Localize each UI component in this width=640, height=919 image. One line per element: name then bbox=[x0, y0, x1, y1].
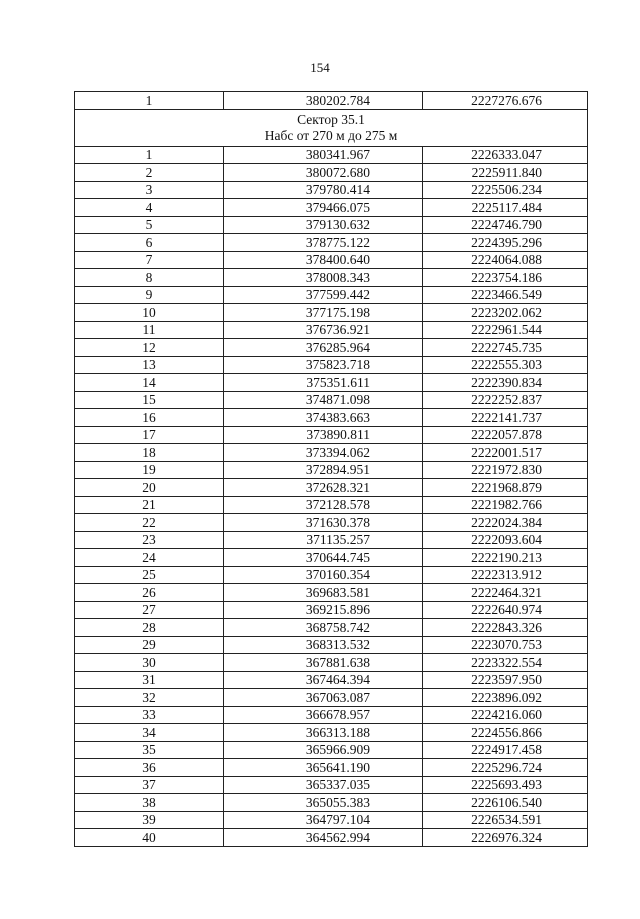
x-coordinate-cell: 380072.680 bbox=[224, 164, 423, 182]
y-coordinate-cell: 2222961.544 bbox=[423, 321, 588, 339]
point-number-cell: 9 bbox=[75, 286, 224, 304]
x-coordinate-cell: 376736.921 bbox=[224, 321, 423, 339]
x-coordinate-cell: 366678.957 bbox=[224, 706, 423, 724]
sector-header-cell bbox=[75, 109, 588, 146]
table-row bbox=[75, 794, 588, 812]
x-coordinate-cell: 372128.578 bbox=[224, 496, 423, 514]
table-row bbox=[75, 199, 588, 217]
point-number-cell: 12 bbox=[75, 339, 224, 357]
table-row bbox=[75, 811, 588, 829]
point-number-cell: 7 bbox=[75, 251, 224, 269]
point-number-cell: 18 bbox=[75, 444, 224, 462]
x-coordinate-cell: 380202.784 bbox=[224, 92, 423, 110]
sector-title: Сектор 35.1 bbox=[297, 111, 365, 127]
table-row bbox=[75, 496, 588, 514]
point-number-cell: 8 bbox=[75, 269, 224, 287]
x-coordinate-cell: 379780.414 bbox=[224, 181, 423, 199]
x-coordinate-cell: 377175.198 bbox=[224, 304, 423, 322]
table-row bbox=[75, 619, 588, 637]
y-coordinate-cell: 2221972.830 bbox=[423, 461, 588, 479]
x-coordinate-cell: 374383.663 bbox=[224, 409, 423, 427]
y-coordinate-cell: 2222843.326 bbox=[423, 619, 588, 637]
table-row bbox=[75, 304, 588, 322]
x-coordinate-cell: 375823.718 bbox=[224, 356, 423, 374]
sector-subtitle: Набс от 270 м до 275 м bbox=[264, 127, 398, 143]
y-coordinate-cell: 2222252.837 bbox=[423, 391, 588, 409]
table-row bbox=[75, 286, 588, 304]
point-number-cell: 36 bbox=[75, 759, 224, 777]
point-number-cell: 40 bbox=[75, 829, 224, 847]
y-coordinate-cell: 2225693.493 bbox=[423, 776, 588, 794]
point-number-cell: 38 bbox=[75, 794, 224, 812]
x-coordinate-cell: 374871.098 bbox=[224, 391, 423, 409]
x-coordinate-cell: 378008.343 bbox=[224, 269, 423, 287]
table-row bbox=[75, 444, 588, 462]
y-coordinate-cell: 2222313.912 bbox=[423, 566, 588, 584]
y-coordinate-cell: 2222464.321 bbox=[423, 584, 588, 602]
point-number-cell: 29 bbox=[75, 636, 224, 654]
x-coordinate-cell: 369683.581 bbox=[224, 584, 423, 602]
y-coordinate-cell: 2221968.879 bbox=[423, 479, 588, 497]
table-row bbox=[75, 234, 588, 252]
y-coordinate-cell: 2222745.735 bbox=[423, 339, 588, 357]
point-number-cell: 37 bbox=[75, 776, 224, 794]
x-coordinate-cell: 378400.640 bbox=[224, 251, 423, 269]
point-number-cell: 35 bbox=[75, 741, 224, 759]
table-row bbox=[75, 514, 588, 532]
table-row bbox=[75, 531, 588, 549]
table-row bbox=[75, 321, 588, 339]
coordinates-table-body bbox=[75, 92, 588, 847]
point-number-cell: 4 bbox=[75, 199, 224, 217]
table-row bbox=[75, 601, 588, 619]
x-coordinate-cell: 370160.354 bbox=[224, 566, 423, 584]
x-coordinate-cell: 368758.742 bbox=[224, 619, 423, 637]
y-coordinate-cell: 2223896.092 bbox=[423, 689, 588, 707]
table-row bbox=[75, 374, 588, 392]
table-row bbox=[75, 339, 588, 357]
page-number: 154 bbox=[310, 60, 330, 75]
table-row bbox=[75, 724, 588, 742]
point-number-cell: 13 bbox=[75, 356, 224, 374]
table-row bbox=[75, 479, 588, 497]
x-coordinate-cell: 367063.087 bbox=[224, 689, 423, 707]
x-coordinate-cell: 376285.964 bbox=[224, 339, 423, 357]
table-row bbox=[75, 164, 588, 182]
point-number-cell: 26 bbox=[75, 584, 224, 602]
x-coordinate-cell: 369215.896 bbox=[224, 601, 423, 619]
table-row bbox=[75, 671, 588, 689]
y-coordinate-cell: 2222390.834 bbox=[423, 374, 588, 392]
y-coordinate-cell: 2226534.591 bbox=[423, 811, 588, 829]
x-coordinate-cell: 378775.122 bbox=[224, 234, 423, 252]
point-number-cell: 10 bbox=[75, 304, 224, 322]
y-coordinate-cell: 2224395.296 bbox=[423, 234, 588, 252]
point-number-cell: 15 bbox=[75, 391, 224, 409]
table-row bbox=[75, 566, 588, 584]
point-number-cell: 31 bbox=[75, 671, 224, 689]
y-coordinate-cell: 2223322.554 bbox=[423, 654, 588, 672]
point-number-cell: 30 bbox=[75, 654, 224, 672]
point-number-cell: 2 bbox=[75, 164, 224, 182]
x-coordinate-cell: 373890.811 bbox=[224, 426, 423, 444]
table-row bbox=[75, 689, 588, 707]
x-coordinate-cell: 372894.951 bbox=[224, 461, 423, 479]
y-coordinate-cell: 2222190.213 bbox=[423, 549, 588, 567]
point-number-cell: 14 bbox=[75, 374, 224, 392]
y-coordinate-cell: 2224746.790 bbox=[423, 216, 588, 234]
point-number-cell: 24 bbox=[75, 549, 224, 567]
y-coordinate-cell: 2222024.384 bbox=[423, 514, 588, 532]
y-coordinate-cell: 2224917.458 bbox=[423, 741, 588, 759]
table-row bbox=[75, 269, 588, 287]
x-coordinate-cell: 377599.442 bbox=[224, 286, 423, 304]
table-row bbox=[75, 92, 588, 110]
table-row bbox=[75, 759, 588, 777]
x-coordinate-cell: 365966.909 bbox=[224, 741, 423, 759]
point-number-cell: 27 bbox=[75, 601, 224, 619]
y-coordinate-cell: 2224216.060 bbox=[423, 706, 588, 724]
table-row bbox=[75, 216, 588, 234]
point-number-cell: 17 bbox=[75, 426, 224, 444]
x-coordinate-cell: 365337.035 bbox=[224, 776, 423, 794]
point-number-cell: 3 bbox=[75, 181, 224, 199]
table-row bbox=[75, 549, 588, 567]
table-row bbox=[75, 409, 588, 427]
point-number-cell: 5 bbox=[75, 216, 224, 234]
point-number-cell: 39 bbox=[75, 811, 224, 829]
x-coordinate-cell: 364797.104 bbox=[224, 811, 423, 829]
sector-header-row bbox=[75, 109, 588, 146]
y-coordinate-cell: 2222640.974 bbox=[423, 601, 588, 619]
x-coordinate-cell: 371135.257 bbox=[224, 531, 423, 549]
table-row bbox=[75, 776, 588, 794]
x-coordinate-cell: 371630.378 bbox=[224, 514, 423, 532]
y-coordinate-cell: 2222093.604 bbox=[423, 531, 588, 549]
y-coordinate-cell: 2227276.676 bbox=[423, 92, 588, 110]
point-number-cell: 34 bbox=[75, 724, 224, 742]
x-coordinate-cell: 365641.190 bbox=[224, 759, 423, 777]
point-number-cell: 1 bbox=[75, 92, 224, 110]
table-row bbox=[75, 654, 588, 672]
y-coordinate-cell: 2225296.724 bbox=[423, 759, 588, 777]
x-coordinate-cell: 368313.532 bbox=[224, 636, 423, 654]
x-coordinate-cell: 380341.967 bbox=[224, 146, 423, 164]
x-coordinate-cell: 366313.188 bbox=[224, 724, 423, 742]
y-coordinate-cell: 2221982.766 bbox=[423, 496, 588, 514]
table-row bbox=[75, 426, 588, 444]
table-row bbox=[75, 356, 588, 374]
table-row bbox=[75, 741, 588, 759]
point-number-cell: 1 bbox=[75, 146, 224, 164]
table-row bbox=[75, 181, 588, 199]
table-row bbox=[75, 706, 588, 724]
point-number-cell: 19 bbox=[75, 461, 224, 479]
coordinates-table bbox=[74, 91, 588, 847]
x-coordinate-cell: 373394.062 bbox=[224, 444, 423, 462]
y-coordinate-cell: 2226333.047 bbox=[423, 146, 588, 164]
table-row bbox=[75, 146, 588, 164]
y-coordinate-cell: 2226106.540 bbox=[423, 794, 588, 812]
y-coordinate-cell: 2223754.186 bbox=[423, 269, 588, 287]
x-coordinate-cell: 379130.632 bbox=[224, 216, 423, 234]
point-number-cell: 22 bbox=[75, 514, 224, 532]
point-number-cell: 6 bbox=[75, 234, 224, 252]
point-number-cell: 23 bbox=[75, 531, 224, 549]
table-row bbox=[75, 584, 588, 602]
table-row bbox=[75, 829, 588, 847]
y-coordinate-cell: 2223070.753 bbox=[423, 636, 588, 654]
point-number-cell: 11 bbox=[75, 321, 224, 339]
x-coordinate-cell: 370644.745 bbox=[224, 549, 423, 567]
y-coordinate-cell: 2226976.324 bbox=[423, 829, 588, 847]
y-coordinate-cell: 2222001.517 bbox=[423, 444, 588, 462]
x-coordinate-cell: 372628.321 bbox=[224, 479, 423, 497]
x-coordinate-cell: 379466.075 bbox=[224, 199, 423, 217]
point-number-cell: 28 bbox=[75, 619, 224, 637]
point-number-cell: 20 bbox=[75, 479, 224, 497]
y-coordinate-cell: 2225117.484 bbox=[423, 199, 588, 217]
x-coordinate-cell: 367464.394 bbox=[224, 671, 423, 689]
y-coordinate-cell: 2225911.840 bbox=[423, 164, 588, 182]
table-row bbox=[75, 461, 588, 479]
point-number-cell: 33 bbox=[75, 706, 224, 724]
x-coordinate-cell: 375351.611 bbox=[224, 374, 423, 392]
point-number-cell: 16 bbox=[75, 409, 224, 427]
y-coordinate-cell: 2223597.950 bbox=[423, 671, 588, 689]
x-coordinate-cell: 367881.638 bbox=[224, 654, 423, 672]
y-coordinate-cell: 2223466.549 bbox=[423, 286, 588, 304]
table-row bbox=[75, 391, 588, 409]
point-number-cell: 21 bbox=[75, 496, 224, 514]
table-row bbox=[75, 636, 588, 654]
table-row bbox=[75, 251, 588, 269]
point-number-cell: 25 bbox=[75, 566, 224, 584]
y-coordinate-cell: 2223202.062 bbox=[423, 304, 588, 322]
y-coordinate-cell: 2222555.303 bbox=[423, 356, 588, 374]
x-coordinate-cell: 364562.994 bbox=[224, 829, 423, 847]
y-coordinate-cell: 2225506.234 bbox=[423, 181, 588, 199]
x-coordinate-cell: 365055.383 bbox=[224, 794, 423, 812]
y-coordinate-cell: 2222141.737 bbox=[423, 409, 588, 427]
y-coordinate-cell: 2224064.088 bbox=[423, 251, 588, 269]
y-coordinate-cell: 2224556.866 bbox=[423, 724, 588, 742]
point-number-cell: 32 bbox=[75, 689, 224, 707]
y-coordinate-cell: 2222057.878 bbox=[423, 426, 588, 444]
